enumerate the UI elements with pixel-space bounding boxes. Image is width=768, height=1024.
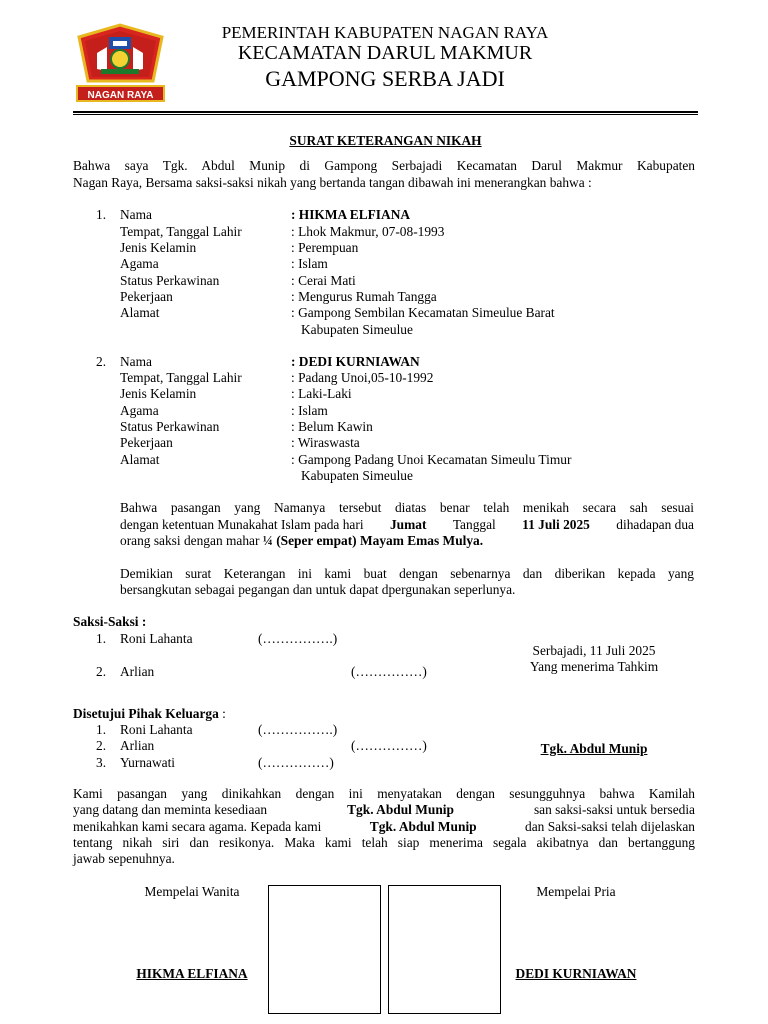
declaration-line-4: tentang nikah siri dan resikonya. Maka kami telah siap menerima segala akibatnya dan bertanggung [73, 835, 695, 850]
declaration-line-3 [73, 819, 695, 835]
closing-line-1: Demikian surat Keterangan ini kami buat dengan sebenarnya dan diberikan kepada yang [120, 566, 694, 581]
person-1-number: 1. [96, 207, 107, 222]
witnesses-heading: Saksi-Saksi : [73, 614, 147, 629]
witness-1-number: 1. [96, 631, 107, 646]
declaration-name-2: Tgk. Abdul Munip [369, 819, 477, 834]
intro-line-2: Nagan Raya, Bersama saksi-saksi nikah yang bertanda tangan dibawah ini menerangkan bahwa : [73, 175, 592, 190]
family-heading-text: Disetujui Pihak Keluarga [73, 706, 219, 721]
person-1-label-religion: Agama [120, 256, 159, 271]
family-heading-colon: : [218, 706, 226, 721]
family-heading [73, 706, 226, 722]
groom-name: DEDI KURNIAWAN [515, 966, 637, 981]
witness-2-signature: (……………) [351, 664, 427, 679]
person-1-value-birth: : Lhok Makmur, 07-08-1993 [291, 224, 445, 239]
person-2-label-birth: Tempat, Tanggal Lahir [120, 370, 242, 385]
person-2-value-religion: : Islam [291, 403, 328, 418]
person-1-address-cont: Kabupaten Simeulue [301, 322, 413, 337]
witness-1-signature: (…………….) [258, 631, 338, 646]
declaration-text-c: menikahkan kami secara agama. Kepada kami [73, 819, 322, 834]
person-1-label-marital: Status Perkawinan [120, 273, 220, 288]
person-2-value-marital: : Belum Kawin [291, 419, 373, 434]
family-1-signature: (…………….) [258, 722, 338, 737]
header-government: PEMERINTAH KABUPATEN NAGAN RAYA [221, 23, 549, 42]
closing-line-2: bersangkutan sebagai pegangan dan untuk dapat dpergunakan seperlunya. [120, 582, 516, 597]
statement-line-1: Bahwa pasangan yang Namanya tersebut diatas benar telah menikah secara sah sesuai [120, 500, 694, 515]
intro-line-1: Bahwa saya Tgk. Abdul Munip di Gampong Serbajadi Kecamatan Darul Makmur Kabupaten [73, 158, 695, 173]
header-divider [73, 111, 698, 113]
statement-text-b: Tanggal [452, 517, 496, 532]
person-2-label-religion: Agama [120, 403, 159, 418]
person-2-value-name: : DEDI KURNIAWAN [291, 354, 420, 369]
statement-date: 11 Juli 2025 [522, 517, 590, 532]
statement-mahar-intro: orang saksi dengan mahar [120, 533, 263, 548]
person-2-label-marital: Status Perkawinan [120, 419, 220, 434]
statement-text-a: dengan ketentuan Munakahat Islam pada hari [120, 517, 364, 532]
groom-label: Mempelai Pria [536, 884, 616, 899]
person-1-label-name: Nama [120, 207, 152, 222]
family-3-number: 3. [96, 755, 107, 770]
logo-text: NAGAN RAYA [87, 90, 154, 101]
statement-day: Jumat [389, 517, 427, 532]
person-1-label-birth: Tempat, Tanggal Lahir [120, 224, 242, 239]
person-1-value-gender: : Perempuan [291, 240, 359, 255]
witness-1-name: Roni Lahanta [120, 631, 193, 646]
document-title: SURAT KETERANGAN NIKAH [289, 133, 482, 148]
declaration-line-2 [73, 802, 695, 818]
header-divider-thin [73, 114, 698, 115]
declaration-line-5: jawab sepenuhnya. [73, 851, 175, 866]
bride-photo-box [268, 885, 381, 1014]
family-3-signature: (……………) [258, 755, 334, 770]
family-3-name: Yurnawati [120, 755, 176, 770]
person-1-value-religion: : Islam [291, 256, 328, 271]
receiver-label: Yang menerima Tahkim [529, 659, 659, 674]
bride-name: HIKMA ELFIANA [136, 966, 248, 981]
declaration-text-a: yang datang dan meminta kesediaan [73, 802, 268, 817]
person-1-label-job: Pekerjaan [120, 289, 173, 304]
person-1-value-job: : Mengurus Rumah Tangga [291, 289, 437, 304]
person-2-value-gender: : Laki-Laki [291, 386, 352, 401]
declaration-text-d: dan Saksi-saksi telah dijelaskan [525, 819, 695, 834]
person-1-value-marital: : Cerai Mati [291, 273, 356, 288]
person-2-label-gender: Jenis Kelamin [120, 386, 197, 401]
declaration-name-1: Tgk. Abdul Munip [347, 802, 454, 817]
family-2-number: 2. [96, 738, 107, 753]
statement-text-c: dihadapan dua [616, 517, 694, 532]
statement-line-3 [120, 533, 483, 549]
tahkim-signer: Tgk. Abdul Munip [540, 741, 648, 756]
person-2-address-cont: Kabupaten Simeulue [301, 468, 413, 483]
person-2-label-address: Alamat [120, 452, 160, 467]
statement-line-2 [120, 517, 694, 533]
family-2-name: Arlian [120, 738, 155, 753]
person-1-label-gender: Jenis Kelamin [120, 240, 197, 255]
person-2-label-name: Nama [120, 354, 152, 369]
person-1-value-address: : Gampong Sembilan Kecamatan Simeulue Barat [291, 305, 555, 320]
statement-mahar: ¼ (Seper empat) Mayam Emas Mulya [262, 533, 480, 548]
person-2-number: 2. [96, 354, 107, 369]
witness-2-name: Arlian [120, 664, 155, 679]
place-date: Serbajadi, 11 Juli 2025 [532, 643, 656, 658]
person-2-value-job: : Wiraswasta [291, 435, 360, 450]
person-2-value-birth: : Padang Unoi,05-10-1992 [291, 370, 434, 385]
header-district: KECAMATAN DARUL MAKMUR [237, 42, 533, 64]
declaration-text-b: san saksi-saksi untuk bersedia [533, 802, 695, 817]
witness-2-number: 2. [96, 664, 107, 679]
family-1-name: Roni Lahanta [120, 722, 193, 737]
person-2-label-job: Pekerjaan [120, 435, 173, 450]
groom-photo-box [388, 885, 501, 1014]
person-1-label-address: Alamat [120, 305, 160, 320]
family-2-signature: (……………) [351, 738, 427, 753]
header-village: GAMPONG SERBA JADI [265, 66, 505, 91]
person-2-value-address: : Gampong Padang Unoi Kecamatan Simeulu Timur [291, 452, 572, 467]
person-1-value-name: : HIKMA ELFIANA [291, 207, 411, 222]
bride-label: Mempelai Wanita [144, 884, 240, 899]
family-1-number: 1. [96, 722, 107, 737]
declaration-line-1: Kami pasangan yang dinikahkan dengan ini menyatakan dengan sesungguhnya bahwa Kamilah [73, 786, 695, 801]
statement-period: . [479, 533, 484, 548]
